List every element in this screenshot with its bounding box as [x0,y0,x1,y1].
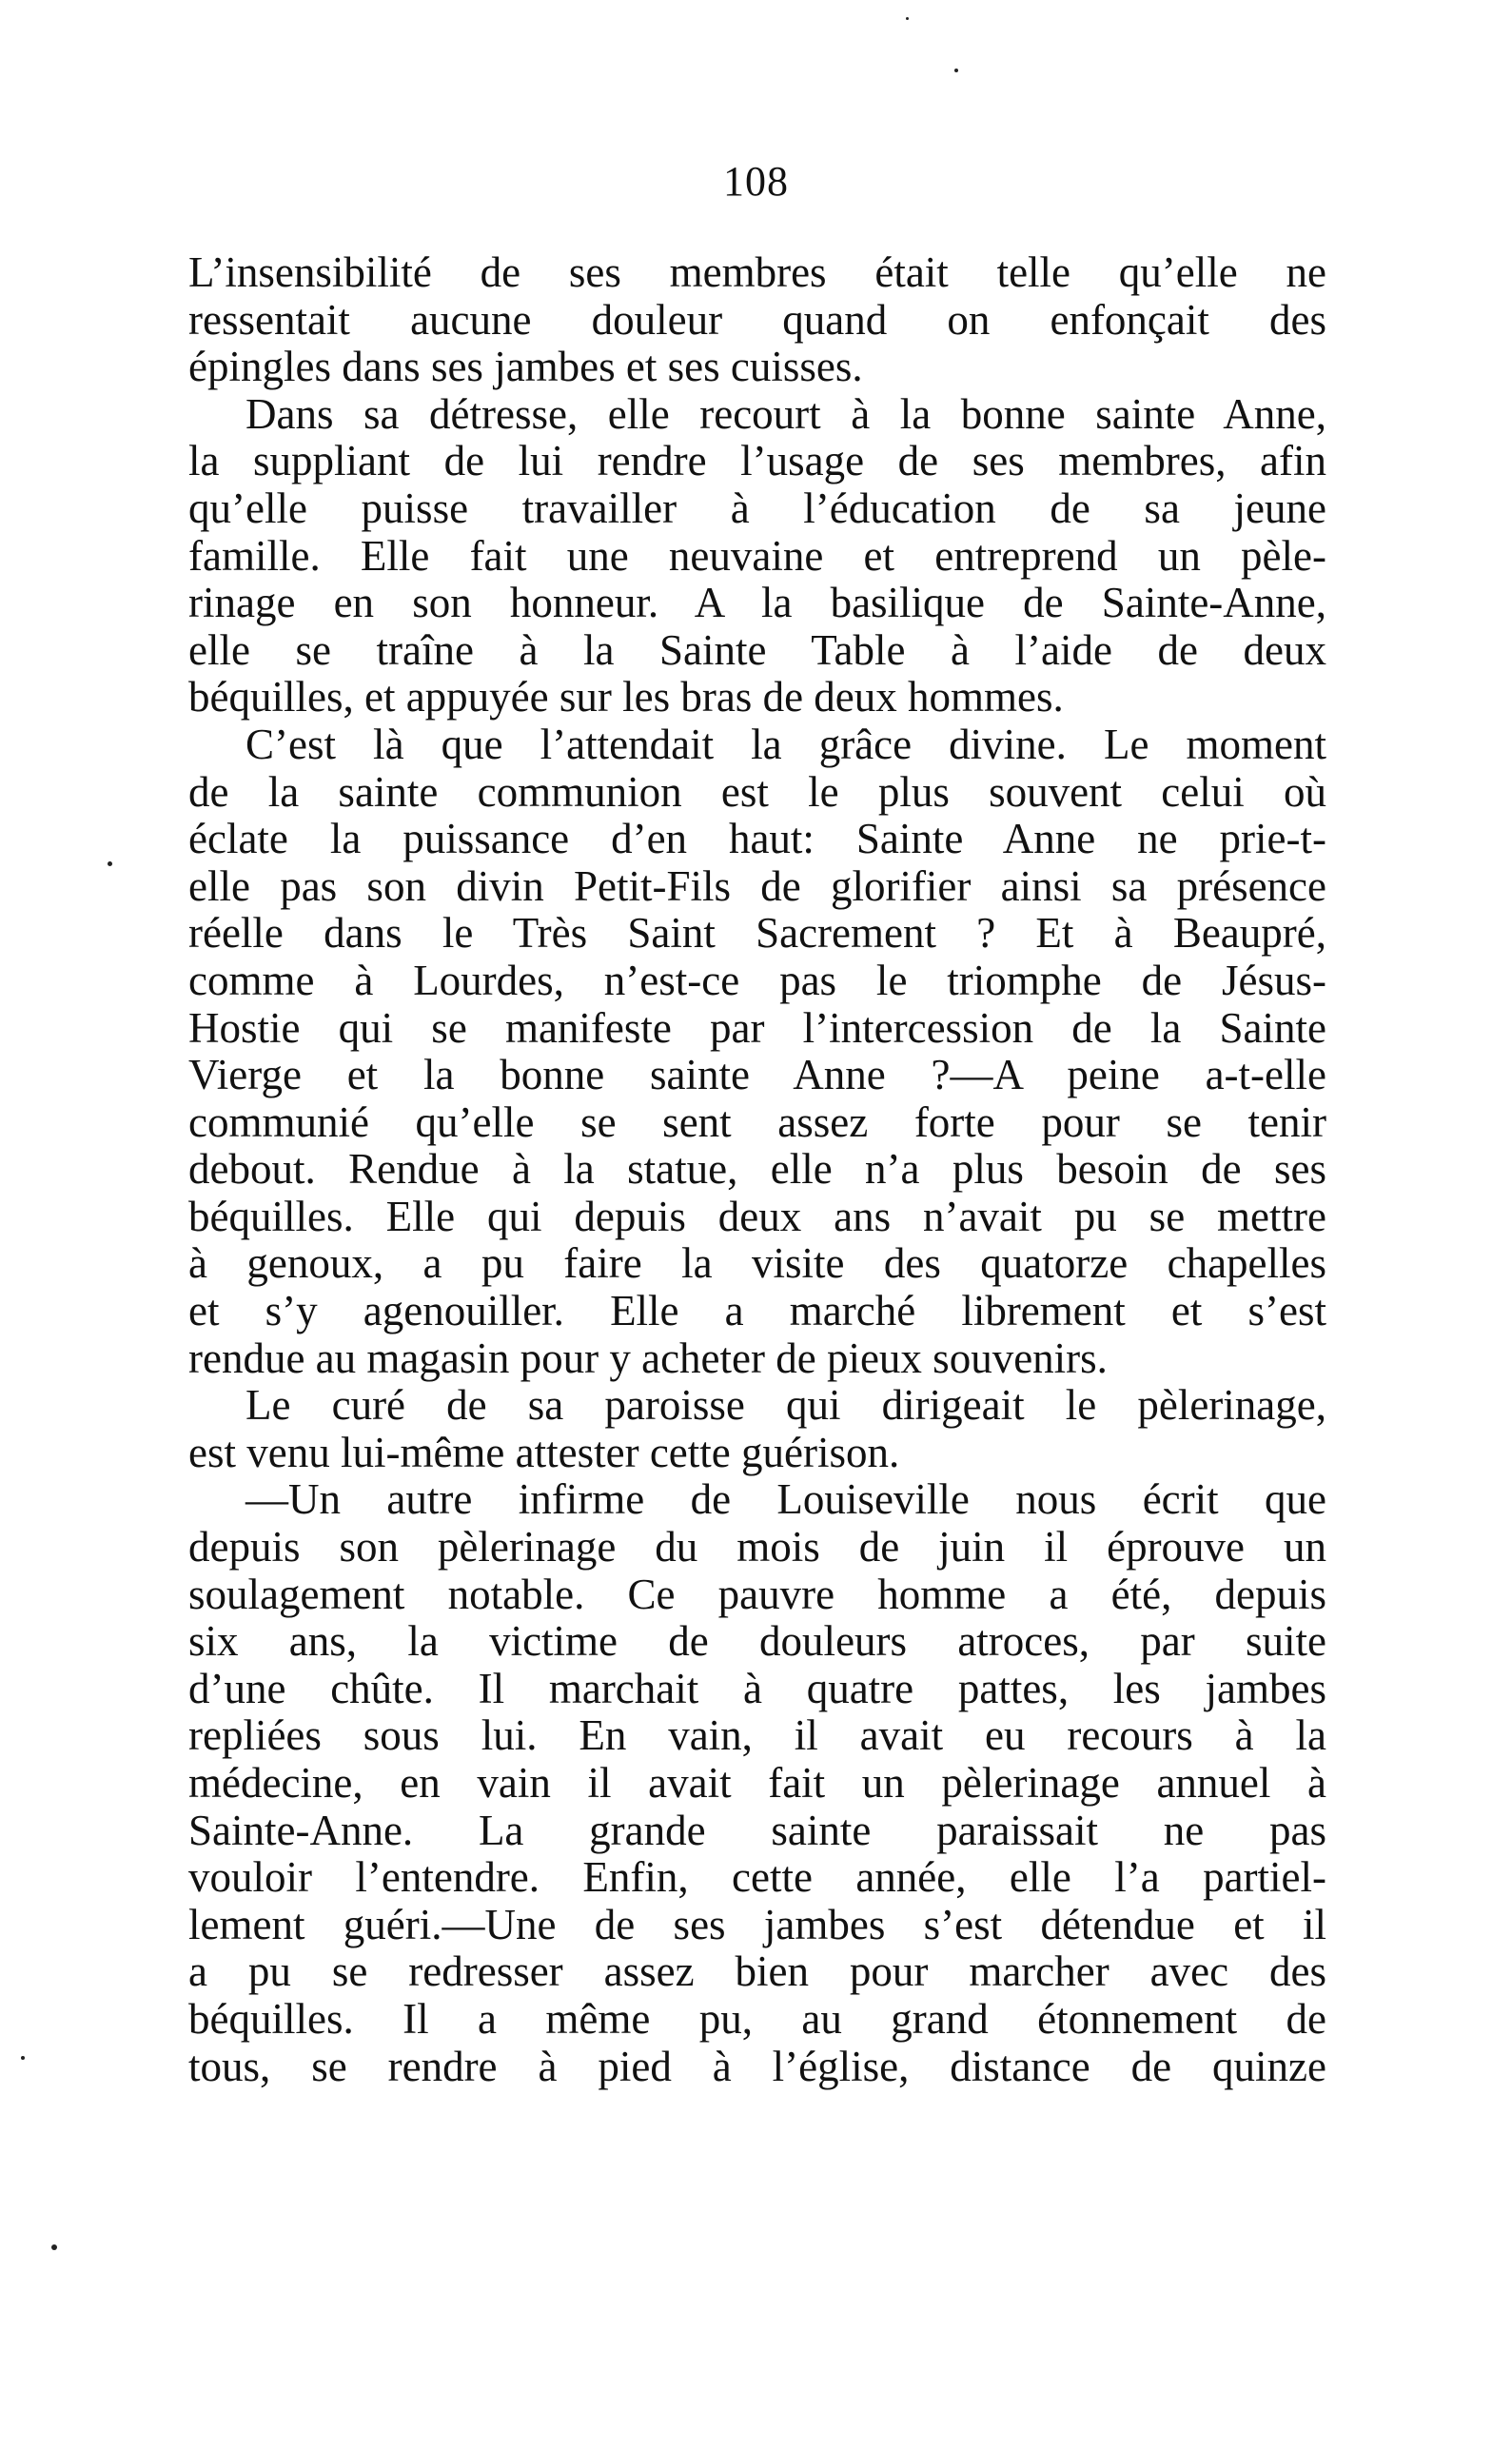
text-line: la suppliant de lui rendre l’usage de ses membres, afin [188,437,1326,485]
text-line: béquilles. Il a même pu, au grand étonnement de [188,1994,1326,2043]
text-line: est venu lui-même attester cette guérison. [188,1428,900,1476]
text-line: soulagement notable. Ce pauvre homme a été, depuis [188,1570,1326,1618]
text-line: depuis son pèlerinage du mois de juin il éprouve un [188,1523,1326,1571]
text-line: Le curé de sa paroisse qui dirigeait le pèlerinage, [245,1381,1326,1430]
scan-speck [21,2056,25,2060]
scan-speck [108,861,112,866]
text-line: a pu se redresser assez bien pour marcher avec des [188,1947,1326,1996]
text-line: d’une chûte. Il marchait à quatre pattes, les jambes [188,1664,1326,1712]
text-line: à genoux, a pu faire la visite des quatorze chapelles [188,1239,1326,1288]
text-line: béquilles. Elle qui depuis deux ans n’avait pu se mettre [188,1192,1326,1240]
text-line: ressentait aucune douleur quand on enfonçait des [188,295,1326,344]
text-line: rendue au magasin pour y acheter de pieux souvenirs. [188,1334,1108,1382]
scan-speck [51,2244,57,2250]
page-number: 108 [723,158,789,205]
text-line: réelle dans le Très Saint Sacrement ? Et à Beaupré, [188,909,1326,958]
scan-speck [954,69,958,72]
text-line: lement guéri.—Une de ses jambes s’est détendue et il [188,1900,1326,1948]
text-line: épingles dans ses jambes et ses cuisses. [188,343,863,391]
text-line: L’insensibilité de ses membres était telle qu’elle ne [188,248,1326,296]
text-line: qu’elle puisse travailler à l’éducation de sa jeune [188,484,1326,532]
text-line: —Un autre infirme de Louiseville nous écrit que [245,1475,1326,1524]
text-line: béquilles, et appuyée sur les bras de deux hommes. [188,673,1064,721]
text-line: six ans, la victime de douleurs atroces, par suite [188,1617,1326,1666]
scan-speck [906,17,909,20]
text-line: Sainte-Anne. La grande sainte paraissait ne pas [188,1806,1326,1854]
text-line: debout. Rendue à la statue, elle n’a plus besoin de ses [188,1145,1326,1194]
text-line: Dans sa détresse, elle recourt à la bonne sainte Anne, [245,389,1326,438]
text-line: Vierge et la bonne sainte Anne ?—A peine a-t-elle [188,1051,1326,1099]
text-line: et s’y agenouiller. Elle a marché librement et s’est [188,1287,1326,1335]
body-text [188,249,1326,2090]
text-line: Hostie qui se manifeste par l’intercession de la Sainte [188,1003,1326,1052]
text-line: vouloir l’entendre. Enfin, cette année, elle l’a partiel- [188,1853,1326,1902]
text-line: communié qu’elle se sent assez forte pour se tenir [188,1097,1326,1146]
text-line: tous, se rendre à pied à l’église, distance de quinze [188,2042,1326,2090]
text-line: elle pas son divin Petit-Fils de glorifier ainsi sa présence [188,861,1326,910]
text-line: de la sainte communion est le plus souvent celui où [188,767,1326,816]
text-line: famille. Elle fait une neuvaine et entreprend un pèle- [188,531,1326,580]
text-line: médecine, en vain il avait fait un pèlerinage annuel à [188,1759,1326,1807]
text-line: comme à Lourdes, n’est-ce pas le triomphe de Jésus- [188,956,1326,1004]
text-line: éclate la puissance d’en haut: Sainte Anne ne prie-t- [188,815,1326,863]
text-line: C’est là que l’attendait la grâce divine. Le moment [245,720,1326,768]
text-line: rinage en son honneur. A la basilique de Sainte-Anne, [188,579,1326,627]
text-line: repliées sous lui. En vain, il avait eu recours à la [188,1711,1326,1760]
text-line: elle se traîne à la Sainte Table à l’aide de deux [188,625,1326,674]
